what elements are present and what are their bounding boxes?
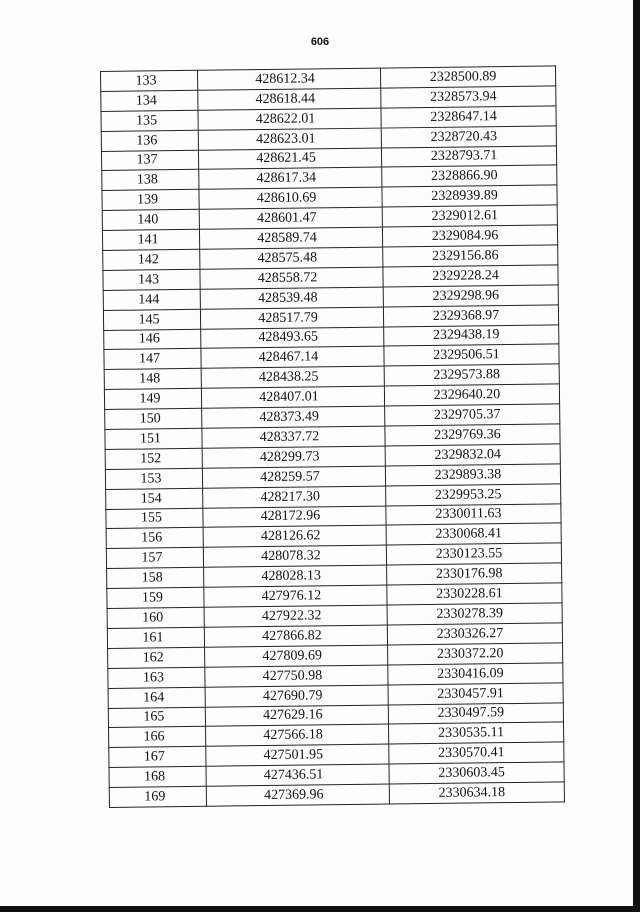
y-coordinate-cell: 2330176.98 bbox=[387, 563, 562, 585]
y-coordinate-cell: 2328573.94 bbox=[381, 86, 556, 108]
y-coordinate-cell: 2328500.89 bbox=[380, 66, 555, 88]
point-number-cell: 168 bbox=[109, 766, 206, 787]
x-coordinate-cell: 428618.44 bbox=[198, 88, 381, 110]
x-coordinate-cell: 428467.14 bbox=[201, 347, 384, 369]
point-number-cell: 167 bbox=[109, 747, 206, 768]
y-coordinate-cell: 2328647.14 bbox=[381, 106, 556, 128]
y-coordinate-cell: 2329573.88 bbox=[384, 364, 559, 386]
point-number-cell: 166 bbox=[109, 727, 206, 748]
point-number-cell: 144 bbox=[103, 289, 200, 310]
x-coordinate-cell: 428407.01 bbox=[201, 386, 384, 408]
x-coordinate-cell: 428517.79 bbox=[200, 307, 383, 329]
y-coordinate-cell: 2330603.45 bbox=[389, 762, 564, 784]
point-number-cell: 147 bbox=[104, 349, 201, 370]
point-number-cell: 139 bbox=[102, 190, 199, 211]
point-number-cell: 150 bbox=[105, 408, 202, 429]
y-coordinate-cell: 2328866.90 bbox=[382, 165, 557, 187]
y-coordinate-cell: 2329228.24 bbox=[383, 265, 558, 287]
x-coordinate-cell: 427369.96 bbox=[206, 784, 389, 806]
point-number-cell: 156 bbox=[106, 528, 203, 549]
x-coordinate-cell: 427809.69 bbox=[205, 645, 388, 667]
x-coordinate-cell: 427750.98 bbox=[205, 665, 388, 687]
point-number-cell: 141 bbox=[102, 229, 199, 250]
y-coordinate-cell: 2330416.09 bbox=[388, 663, 563, 685]
y-coordinate-cell: 2329438.19 bbox=[384, 324, 559, 346]
point-number-cell: 136 bbox=[101, 130, 198, 151]
x-coordinate-cell: 427866.82 bbox=[204, 625, 387, 647]
x-coordinate-cell: 428623.01 bbox=[198, 128, 381, 150]
y-coordinate-cell: 2330068.41 bbox=[386, 523, 561, 545]
y-coordinate-cell: 2329084.96 bbox=[382, 225, 557, 247]
y-coordinate-cell: 2330497.59 bbox=[388, 702, 563, 724]
point-number-cell: 137 bbox=[101, 150, 198, 171]
point-number-cell: 159 bbox=[107, 587, 204, 608]
y-coordinate-cell: 2329769.36 bbox=[385, 424, 560, 446]
x-coordinate-cell: 428617.34 bbox=[199, 168, 382, 190]
x-coordinate-cell: 428337.72 bbox=[202, 426, 385, 448]
y-coordinate-cell: 2329832.04 bbox=[385, 444, 560, 466]
y-coordinate-cell: 2330123.55 bbox=[386, 543, 561, 565]
x-coordinate-cell: 428373.49 bbox=[202, 406, 385, 428]
x-coordinate-cell: 427566.18 bbox=[206, 724, 389, 746]
y-coordinate-cell: 2330278.39 bbox=[387, 603, 562, 625]
x-coordinate-cell: 428438.25 bbox=[201, 366, 384, 388]
x-coordinate-cell: 427690.79 bbox=[205, 685, 388, 707]
x-coordinate-cell: 427976.12 bbox=[204, 585, 387, 607]
point-number-cell: 140 bbox=[102, 210, 199, 231]
point-number-cell: 146 bbox=[104, 329, 201, 350]
x-coordinate-cell: 427922.32 bbox=[204, 605, 387, 627]
point-number-cell: 148 bbox=[104, 369, 201, 390]
point-number-cell: 154 bbox=[106, 488, 203, 509]
y-coordinate-cell: 2329705.37 bbox=[385, 404, 560, 426]
y-coordinate-cell: 2330326.27 bbox=[387, 623, 562, 645]
point-number-cell: 158 bbox=[107, 568, 204, 589]
x-coordinate-cell: 428601.47 bbox=[199, 207, 382, 229]
coordinates-table-body bbox=[101, 66, 565, 807]
x-coordinate-cell: 428610.69 bbox=[199, 187, 382, 209]
y-coordinate-cell: 2330457.91 bbox=[388, 682, 563, 704]
x-coordinate-cell: 428621.45 bbox=[198, 148, 381, 170]
x-coordinate-cell: 428539.48 bbox=[200, 287, 383, 309]
coordinates-table bbox=[100, 65, 565, 807]
x-coordinate-cell: 428558.72 bbox=[200, 267, 383, 289]
y-coordinate-cell: 2330228.61 bbox=[387, 583, 562, 605]
x-coordinate-cell: 427436.51 bbox=[206, 764, 389, 786]
y-coordinate-cell: 2328793.71 bbox=[381, 145, 556, 167]
x-coordinate-cell: 428028.13 bbox=[204, 565, 387, 587]
point-number-cell: 149 bbox=[104, 389, 201, 410]
x-coordinate-cell: 428126.62 bbox=[203, 526, 386, 548]
point-number-cell: 145 bbox=[103, 309, 200, 330]
x-coordinate-cell: 428589.74 bbox=[199, 227, 382, 249]
y-coordinate-cell: 2330372.20 bbox=[388, 643, 563, 665]
x-coordinate-cell: 428078.32 bbox=[203, 545, 386, 567]
point-number-cell: 135 bbox=[101, 110, 198, 131]
point-number-cell: 133 bbox=[101, 70, 198, 91]
point-number-cell: 143 bbox=[103, 269, 200, 290]
y-coordinate-cell: 2329156.86 bbox=[383, 245, 558, 267]
table-row bbox=[109, 782, 564, 807]
x-coordinate-cell: 427629.16 bbox=[205, 705, 388, 727]
y-coordinate-cell: 2329893.38 bbox=[385, 464, 560, 486]
x-coordinate-cell: 428172.96 bbox=[203, 506, 386, 528]
point-number-cell: 157 bbox=[106, 548, 203, 569]
y-coordinate-cell: 2330535.11 bbox=[389, 722, 564, 744]
y-coordinate-cell: 2330634.18 bbox=[389, 782, 564, 804]
point-number-cell: 161 bbox=[107, 627, 204, 648]
x-coordinate-cell: 428575.48 bbox=[200, 247, 383, 269]
y-coordinate-cell: 2329640.20 bbox=[384, 384, 559, 406]
x-coordinate-cell: 428612.34 bbox=[197, 68, 380, 90]
point-number-cell: 134 bbox=[101, 90, 198, 111]
point-number-cell: 151 bbox=[105, 428, 202, 449]
y-coordinate-cell: 2329506.51 bbox=[384, 344, 559, 366]
point-number-cell: 163 bbox=[108, 667, 205, 688]
x-coordinate-cell: 428493.65 bbox=[201, 327, 384, 349]
coordinates-table-wrapper bbox=[100, 65, 565, 807]
scan-edge-right bbox=[633, 0, 640, 912]
point-number-cell: 160 bbox=[107, 607, 204, 628]
point-number-cell: 142 bbox=[103, 249, 200, 270]
x-coordinate-cell: 428299.73 bbox=[202, 446, 385, 468]
page-number: 606 bbox=[310, 36, 330, 48]
y-coordinate-cell: 2329012.61 bbox=[382, 205, 557, 227]
y-coordinate-cell: 2329298.96 bbox=[383, 285, 558, 307]
point-number-cell: 162 bbox=[108, 647, 205, 668]
point-number-cell: 155 bbox=[106, 508, 203, 529]
point-number-cell: 153 bbox=[105, 468, 202, 489]
x-coordinate-cell: 427501.95 bbox=[206, 744, 389, 766]
x-coordinate-cell: 428217.30 bbox=[203, 486, 386, 508]
point-number-cell: 164 bbox=[108, 687, 205, 708]
y-coordinate-cell: 2329953.25 bbox=[386, 484, 561, 506]
scan-edge-bottom bbox=[0, 906, 640, 912]
y-coordinate-cell: 2328939.89 bbox=[382, 185, 557, 207]
y-coordinate-cell: 2330570.41 bbox=[389, 742, 564, 764]
point-number-cell: 165 bbox=[108, 707, 205, 728]
point-number-cell: 138 bbox=[102, 170, 199, 191]
y-coordinate-cell: 2330011.63 bbox=[386, 503, 561, 525]
point-number-cell: 169 bbox=[109, 786, 206, 807]
y-coordinate-cell: 2328720.43 bbox=[381, 126, 556, 148]
x-coordinate-cell: 428259.57 bbox=[202, 466, 385, 488]
y-coordinate-cell: 2329368.97 bbox=[383, 305, 558, 327]
point-number-cell: 152 bbox=[105, 448, 202, 469]
x-coordinate-cell: 428622.01 bbox=[198, 108, 381, 130]
